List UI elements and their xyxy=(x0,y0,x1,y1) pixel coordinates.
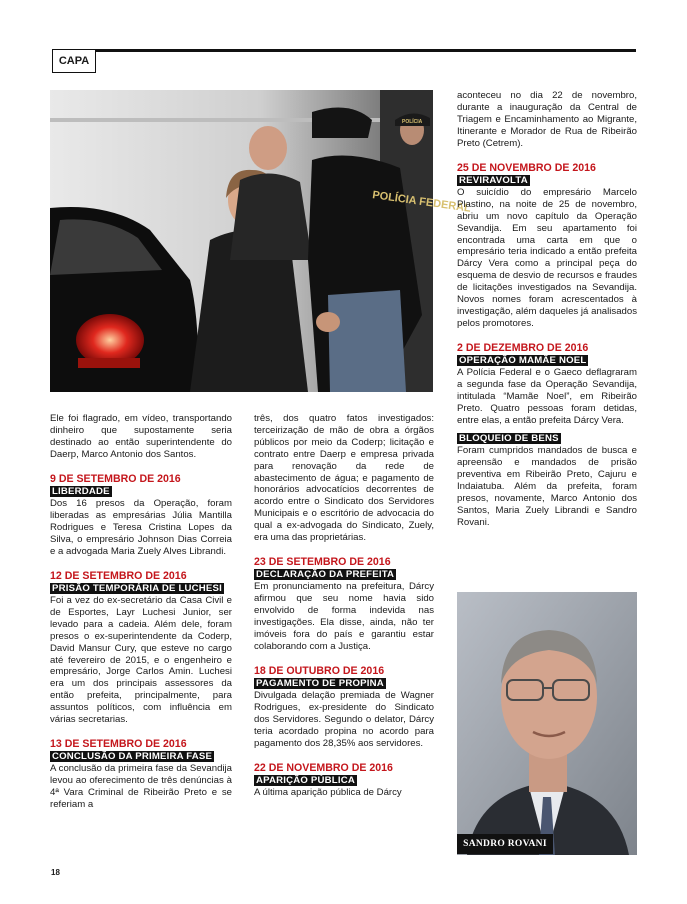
col1-event3-heading: CONCLUSÃO DA PRIMEIRA FASE xyxy=(52,750,213,762)
col2-event2-heading: PAGAMENTO DE PROPINA xyxy=(256,677,384,689)
col2-event3-text: A última aparição pública de Dárcy xyxy=(254,787,402,799)
section-tab: CAPA xyxy=(52,49,96,73)
col3-event1-text: O suicídio do empresário Marcelo Plastino, na noite de 25 de novembro, abriu um novo capítulo da Operação Sevandija. Em seu apartamento foi encontrada uma carta em que o empresário teria indicado a então prefeita Dárcy Vera como a principal peça do esquema de desvio de recursos e fraudes de licitações investigados na Sevandija. Novos nomes foram acrescentados à investigação, além daqueles já analisados pelos promotores. xyxy=(457,186,637,329)
col1-event2-date: 12 DE SETEMBRO DE 2016 xyxy=(50,569,187,582)
col3-event2-heading: OPERAÇÃO MAMÃE NOEL xyxy=(459,354,587,366)
page-number: 18 xyxy=(51,868,60,877)
col1-event3-date: 13 DE SETEMBRO DE 2016 xyxy=(50,737,187,750)
col1-event2-text: Foi a vez do ex-secretário da Casa Civil e de Esportes, Layr Luchesi Junior, ser levado para a cadeia. Além dele, foram presos o ex-superintendente da Coderp, David Mansur Cury, que esteve no cargo até fevereiro de 2015, e o engenheiro e empresário, Jorge Carlos Amin. Luchesi era um dos principais assessores da então prefeita, principalmente, para assuntos políticos, com influência em várias secretarias. xyxy=(50,594,232,726)
col3-event1-date: 25 DE NOVEMBRO DE 2016 xyxy=(457,161,596,174)
top-rule xyxy=(94,49,636,52)
col2-event1-text: Em pronunciamento na prefeitura, Dárcy afirmou que seu nome havia sido envolvido de forma indevida nas investigações. Ela disse, ainda, não ter imóveis fora do país e garantiu estar colaborando com a Justiça. xyxy=(254,581,434,652)
main-photo-illustration xyxy=(50,90,472,392)
col1-event1-date: 9 DE SETEMBRO DE 2016 xyxy=(50,472,181,485)
column-3 xyxy=(457,90,637,529)
main-photo xyxy=(50,90,472,392)
col3-event3-text: Foram cumpridos mandados de busca e apreensão e mandados de prisão preventiva em Ribeirão Preto, Cajuru e Indaiatuba. Além da prefeita, foram presos, novamente, Marco Antonio dos Santos, Maria Zuely Librandi e Sandro Rovani. xyxy=(457,445,637,528)
col2-event1-heading: DECLARAÇÃO DA PREFEITA xyxy=(256,568,395,580)
col2-event3-heading: APARIÇÃO PÚBLICA xyxy=(256,774,355,786)
col2-event1-date: 23 DE SETEMBRO DE 2016 xyxy=(254,555,391,568)
col2-intro: três, dos quatro fatos investigados: terceirização de mão de obra a órgãos públicos por meio da Coderp; licitação e contrato entre Daerp e empresa privada para renovação da rede de abastecimento de água; e pagamento de honorários advocatícios decorrentes de acordo entre o Sindicato dos Servidores Municipais e o escritório de advocacia do qual a ex-advogada do Sindicato, Zuely, era uma das proprietárias. xyxy=(254,413,434,544)
vest-text: POLÍCIA FEDERAL xyxy=(371,189,472,215)
col1-intro: Ele foi flagrado, em vídeo, transportando dinheiro que supostamente seria destinado ao então superintendente do Daerp, Marco Antonio dos Santos. xyxy=(50,413,232,460)
col3-event1-heading: REVIRAVOLTA xyxy=(459,174,528,186)
col1-event3-text: A conclusão da primeira fase da Sevandija levou ao oferecimento de três denúncias à 4ª Vara Criminal de Ribeirão Preto e se referiam a xyxy=(50,763,232,811)
column-1 xyxy=(50,413,232,811)
cap-text: POLÍCIA xyxy=(402,119,423,125)
col3-intro: aconteceu no dia 22 de novembro, durante a inauguração da Central de Triagem e Encaminhamento ao Migrante, Itinerante e Morador de Rua de Ribeirão Preto (Cetrem). xyxy=(457,90,637,149)
col2-event2-text: Divulgada delação premiada de Wagner Rodrigues, ex-presidente do Sindicato dos Servidores. Segundo o delator, Dárcy teria acordado propina no acordo para pagamento dos 28,35% aos servidores. xyxy=(254,690,434,749)
portrait-photo xyxy=(457,592,637,855)
col1-event1-heading: LIBERDADE xyxy=(52,485,110,497)
col1-event2-heading: PRISÃO TEMPORÁRIA DE LUCHESI xyxy=(52,582,222,594)
portrait-caption: SANDRO ROVANI xyxy=(457,834,553,854)
col3-event3-heading: BLOQUEIO DE BENS xyxy=(459,432,559,444)
col3-event2-date: 2 DE DEZEMBRO DE 2016 xyxy=(457,341,589,354)
column-2 xyxy=(254,413,434,799)
col2-event2-date: 18 DE OUTUBRO DE 2016 xyxy=(254,664,385,677)
col1-event1-text: Dos 16 presos da Operação, foram liberadas as empresárias Júlia Mantilla Rodrigues e Teresa Cristina Lopes da Silva, o empresário Johnson Dias Correia e a advogada Maria Zuely Alves Librandi. xyxy=(50,498,232,557)
portrait-illustration xyxy=(457,592,637,855)
col3-event2-text: A Polícia Federal e o Gaeco deflagraram a segunda fase da Operação Sevandija, intitulada “Mamãe Noel”, em Ribeirão Preto. Quatro pessoas foram detidas, entre elas, a então prefeita Dárcy Vera. xyxy=(457,367,637,426)
col2-event3-date: 22 DE NOVEMBRO DE 2016 xyxy=(254,761,393,774)
